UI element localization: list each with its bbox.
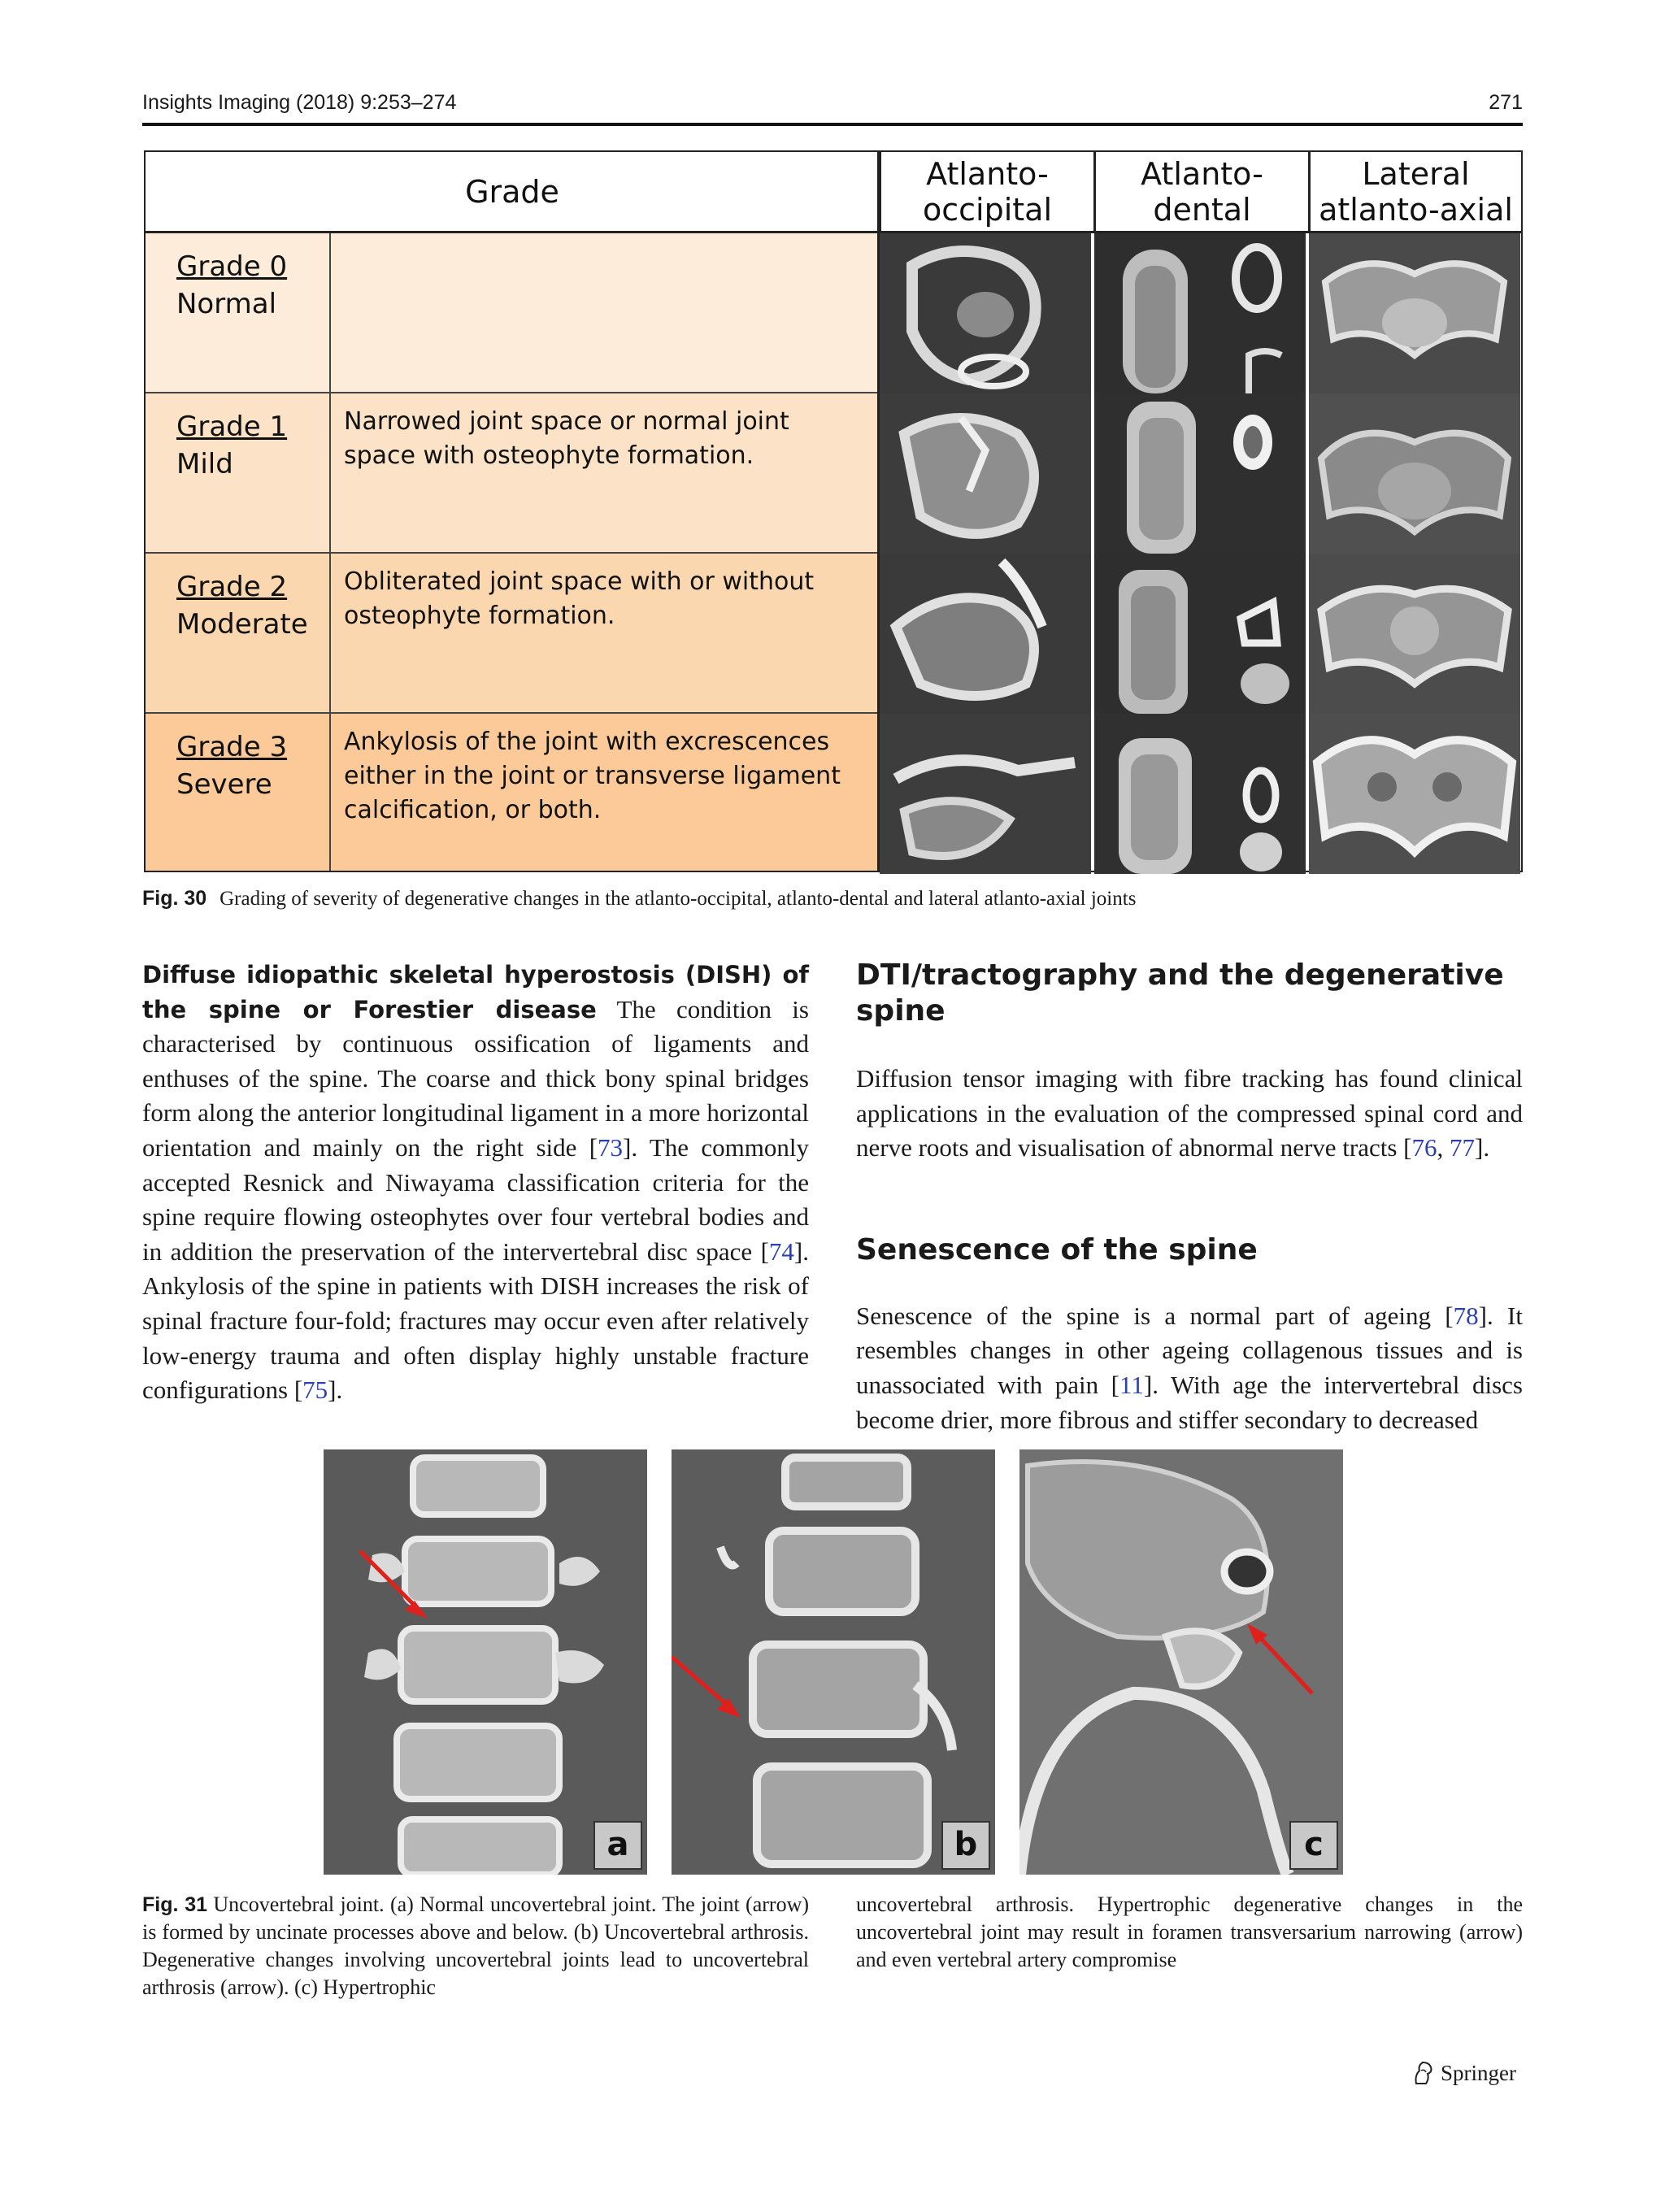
grade-column-header: Grade bbox=[146, 152, 879, 233]
fig30-caption-text: Grading of severity of degenerative changes in the atlanto-occipital, atlanto-dental and lateral atlanto-axial joints bbox=[220, 888, 1137, 910]
ct-lateral-atlanto-axial-grade-0 bbox=[1309, 233, 1520, 393]
panel-label-a: a bbox=[593, 1821, 642, 1870]
journal-reference: Insights Imaging (2018) 9:253–274 bbox=[142, 91, 457, 114]
dish-text-2: ]. The commonly accepted Resnick and Niwayama classification criteria for the spine require flowing osteophytes over four vertebral bodies and in addition the preservation of the intervertebral disc space [ bbox=[142, 1132, 809, 1266]
header-rule bbox=[142, 123, 1523, 126]
grade-severity: Normal bbox=[176, 288, 277, 320]
fig31-panel-c bbox=[1019, 1449, 1343, 1875]
fig31-caption-text-right: uncovertebral arthrosis. Hypertrophic degenerative changes in the uncovertebral joint may result in foramen transversarium narrowing (arrow) and even vertebral artery compromise bbox=[856, 1893, 1523, 1971]
grade-description: Ankylosis of the joint with excrescences either in the joint or transverse ligament calcification, or both. bbox=[344, 728, 841, 824]
ct-atlanto-dental-grade-3 bbox=[1094, 714, 1306, 874]
ct-atlanto-occipital-grade-0 bbox=[880, 233, 1091, 393]
grade-severity: Moderate bbox=[176, 608, 308, 641]
fig30-caption bbox=[142, 884, 1523, 913]
grade-name: Grade 0 bbox=[176, 250, 288, 283]
ct-atlanto-dental-grade-2 bbox=[1094, 554, 1306, 714]
ct-atlanto-occipital-grade-1 bbox=[880, 393, 1091, 554]
dti-section-heading: DTI/tractography and the degenerative spine bbox=[856, 958, 1504, 1028]
grade-name: Grade 1 bbox=[176, 411, 288, 443]
fig31-panel-b bbox=[672, 1449, 995, 1875]
ct-axial-hypertrophic-uncovertebral-image bbox=[1019, 1449, 1343, 1875]
publisher-name: Springer bbox=[1441, 2060, 1516, 2085]
fig31-caption-left bbox=[142, 1891, 809, 2001]
ref-separator: , bbox=[1437, 1133, 1450, 1162]
reference-link[interactable]: 73 bbox=[598, 1132, 624, 1162]
reference-link[interactable]: 76 bbox=[1411, 1133, 1437, 1162]
grade-severity: Severe bbox=[176, 768, 272, 801]
grade-label bbox=[146, 233, 331, 392]
reference-link[interactable]: 75 bbox=[302, 1375, 328, 1405]
ct-atlanto-occipital-grade-2 bbox=[880, 554, 1091, 714]
grade-row-1 bbox=[146, 393, 879, 554]
dish-heading: Diffuse idiopathic skeletal hyperostosis (DISH) of the spine or Forestier disease bbox=[142, 961, 809, 1023]
ct-coronal-uncovertebral-arthrosis-image bbox=[672, 1449, 995, 1875]
ct-lateral-atlanto-axial-grade-2 bbox=[1309, 554, 1520, 714]
grade-description: Obliterated joint space with or without osteophyte formation. bbox=[344, 567, 815, 630]
ct-lateral-atlanto-axial-grade-3 bbox=[1309, 714, 1520, 874]
dti-text-2: ]. bbox=[1475, 1133, 1490, 1162]
fig31-caption-text-left: Uncovertebral joint. (a) Normal uncovertebral joint. The joint (arrow) is formed by uncinate processes above and below. (b) Uncovertebral arthrosis. Degenerative changes involving uncovertebral joints lead to uncovertebral arthrosis (arrow). (c) Hypertrophic bbox=[142, 1893, 809, 1999]
ct-atlanto-occipital-grade-3 bbox=[880, 714, 1091, 874]
reference-link[interactable]: 74 bbox=[768, 1236, 794, 1266]
springer-horse-icon bbox=[1411, 2061, 1434, 2085]
atlanto-dental-header: Atlanto- dental bbox=[1093, 152, 1308, 233]
grade-row-2 bbox=[146, 554, 879, 714]
panel-label-b: b bbox=[941, 1821, 990, 1870]
fig31-caption-right bbox=[856, 1891, 1523, 1974]
dish-text-4: ]. bbox=[328, 1375, 343, 1405]
fig30-grading-table bbox=[144, 150, 1523, 872]
ct-atlanto-dental-grade-0 bbox=[1094, 233, 1306, 393]
reference-link[interactable]: 11 bbox=[1119, 1370, 1144, 1399]
senescence-section-heading: Senescence of the spine bbox=[856, 1232, 1258, 1267]
senescence-text-1: Senescence of the spine is a normal part of ageing [ bbox=[856, 1301, 1454, 1330]
dti-text-1: Diffusion tensor imaging with fibre tracking has found clinical applications in the evaluation of the compressed spinal cord and nerve roots and visualisation of abnormal nerve tracts [ bbox=[856, 1064, 1523, 1162]
grade-name: Grade 2 bbox=[176, 571, 288, 603]
grade-label bbox=[146, 714, 331, 871]
running-head bbox=[142, 91, 1523, 124]
grade-row-3 bbox=[146, 714, 879, 871]
dish-text-1: The condition is characterised by continuous ossification of ligaments and enthuses of the spine. The coarse and thick bony spinal bridges form along the anterior longitudinal ligament in a more horizontal orientation and mainly on the right side [ bbox=[142, 994, 809, 1162]
panel-label-c: c bbox=[1289, 1821, 1338, 1870]
grade-description: Narrowed joint space or normal joint space with osteophyte formation. bbox=[344, 407, 789, 470]
ct-lateral-atlanto-axial-grade-1 bbox=[1309, 393, 1520, 554]
left-column bbox=[142, 958, 809, 1408]
page-number: 271 bbox=[1489, 91, 1523, 114]
publisher-logo bbox=[1411, 2057, 1525, 2089]
dti-paragraph bbox=[856, 1062, 1523, 1166]
fig31-label: Fig. 31 bbox=[142, 1893, 208, 1916]
grade-name: Grade 3 bbox=[176, 731, 288, 763]
lateral-atlanto-axial-header: Lateral atlanto-axial bbox=[1308, 152, 1521, 233]
senescence-text-2: ]. It resembles changes in other ageing collagenous tissues and is unassociated with pain [ bbox=[856, 1301, 1523, 1399]
ct-atlanto-dental-grade-1 bbox=[1094, 393, 1306, 554]
grade-label bbox=[146, 554, 331, 712]
fig30-label: Fig. 30 bbox=[142, 887, 207, 910]
grade-severity: Mild bbox=[176, 448, 233, 480]
senescence-text-3: ]. With age the intervertebral discs become drier, more fibrous and stiffer secondary to decreased bbox=[856, 1370, 1523, 1434]
grade-label bbox=[146, 393, 331, 552]
reference-link[interactable]: 78 bbox=[1453, 1301, 1479, 1330]
senescence-paragraph bbox=[856, 1299, 1523, 1437]
right-column bbox=[856, 958, 1523, 1437]
fig31-panel-a bbox=[324, 1449, 647, 1875]
atlanto-occipital-header: Atlanto- occipital bbox=[879, 152, 1093, 233]
grade-row-0 bbox=[146, 233, 879, 393]
reference-link[interactable]: 77 bbox=[1450, 1133, 1475, 1162]
dish-text-3: ]. Ankylosis of the spine in patients with DISH increases the risk of spinal fracture four-fold; fractures may occur even after relatively low-energy trauma and often display highly unstable fracture configurations [ bbox=[142, 1236, 809, 1405]
ct-coronal-normal-uncovertebral-image bbox=[324, 1449, 647, 1875]
